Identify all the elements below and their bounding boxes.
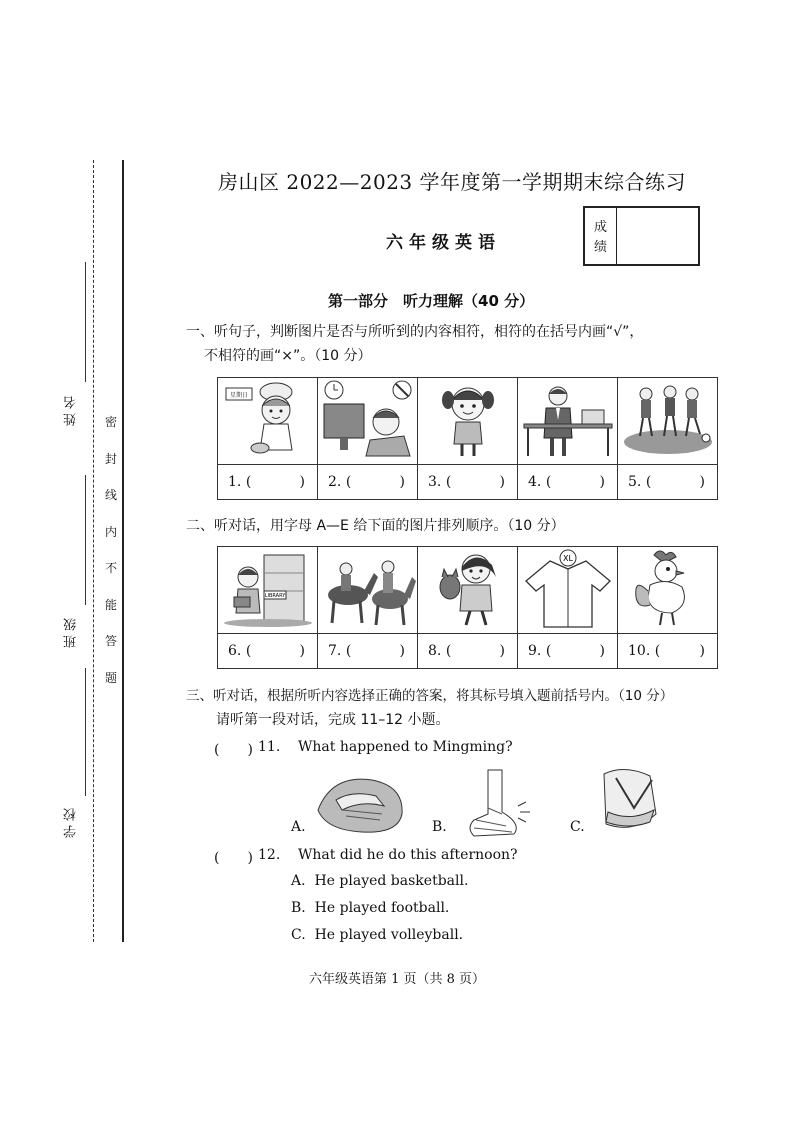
score-box[interactable] bbox=[583, 206, 700, 266]
answer-cell[interactable]: 9. ( ) bbox=[518, 634, 618, 669]
section1-instruction-cont: 不相符的画“×”。（10 分） bbox=[204, 348, 372, 364]
section1-picture-table bbox=[217, 377, 718, 500]
schoolgirl-icon bbox=[420, 378, 516, 460]
school-label: 学校 bbox=[64, 804, 79, 838]
picture-cell bbox=[418, 378, 518, 465]
svg-text:LIBRARY: LIBRARY bbox=[264, 593, 285, 599]
svg-text:星期日: 星期日 bbox=[229, 392, 248, 399]
picture-cell bbox=[618, 547, 718, 634]
seal-char: 题 bbox=[104, 670, 117, 685]
q11-option-b[interactable]: B. bbox=[432, 819, 447, 835]
picture-cell bbox=[418, 547, 518, 634]
arm-sling-icon bbox=[594, 764, 664, 836]
page-title: 房山区 2022—2023 学年度第一学期期末综合练习 bbox=[217, 170, 686, 194]
section2-instruction: 二、听对话，用字母 A—E 给下面的图片排列顺序。（10 分） bbox=[186, 518, 565, 534]
q12-number: 12. bbox=[258, 847, 281, 863]
school-line bbox=[85, 668, 86, 796]
picture-cell bbox=[318, 378, 418, 465]
seal-char: 内 bbox=[104, 524, 117, 539]
answer-cell[interactable]: 8. ( ) bbox=[418, 634, 518, 669]
seal-text bbox=[101, 416, 121, 708]
answer-cell[interactable]: 1. ( ) bbox=[218, 465, 318, 500]
injured-hand-icon bbox=[312, 770, 408, 836]
q12-answer-paren[interactable]: ( ) bbox=[214, 850, 253, 866]
q11-question: What happened to Mingming? bbox=[298, 739, 513, 755]
seal-char: 线 bbox=[104, 488, 117, 502]
answer-cell[interactable]: 7. ( ) bbox=[318, 634, 418, 669]
picture-cell bbox=[218, 547, 318, 634]
seal-char: 能 bbox=[104, 597, 117, 612]
page-footer: 六年级英语第 1 页（共 8 页） bbox=[308, 972, 486, 987]
answer-cell[interactable]: 4. ( ) bbox=[518, 465, 618, 500]
svg-text:XL: XL bbox=[562, 554, 573, 563]
shirt-icon bbox=[520, 547, 616, 629]
answer-cell[interactable]: 10. ( ) bbox=[618, 634, 718, 669]
binding-solid-line bbox=[122, 160, 124, 942]
score-label: 成 绩 bbox=[585, 208, 617, 264]
answer-cell[interactable]: 6. ( ) bbox=[218, 634, 318, 669]
q11-number: 11. bbox=[258, 739, 281, 755]
page-subtitle: 六年级英语 bbox=[386, 233, 501, 253]
name-label: 姓名 bbox=[64, 392, 79, 426]
horse-riding-icon bbox=[320, 547, 416, 629]
class-label: 班级 bbox=[64, 614, 79, 648]
man-desk-icon bbox=[520, 378, 616, 460]
rooster-icon bbox=[620, 547, 716, 629]
boy-computer-icon bbox=[320, 378, 416, 460]
q12-option-a[interactable]: A. He played basketball. bbox=[291, 873, 469, 889]
q11-option-a[interactable]: A. bbox=[291, 819, 306, 835]
picture-cell bbox=[318, 547, 418, 634]
section2-picture-table bbox=[217, 546, 718, 669]
picture-cell bbox=[218, 378, 318, 465]
kids-football-icon bbox=[620, 378, 716, 460]
class-line bbox=[85, 475, 86, 605]
girl-chef-icon bbox=[220, 378, 316, 460]
seal-char: 不 bbox=[104, 561, 117, 575]
q12-option-c[interactable]: C. He played volleyball. bbox=[291, 927, 464, 943]
seal-char: 密 bbox=[104, 415, 117, 429]
girl-library-icon bbox=[220, 547, 316, 629]
section3-sub-instruction: 请听第一段对话，完成 11–12 小题。 bbox=[216, 712, 450, 728]
picture-cell bbox=[518, 547, 618, 634]
q11-option-c[interactable]: C. bbox=[570, 819, 585, 835]
answer-cell[interactable]: 2. ( ) bbox=[318, 465, 418, 500]
girl-cat-icon bbox=[420, 547, 516, 629]
answer-cell[interactable]: 5. ( ) bbox=[618, 465, 718, 500]
picture-cell bbox=[518, 378, 618, 465]
section1-instruction: 一、听句子，判断图片是否与所听到的内容相符，相符的在括号内画“√”， bbox=[186, 324, 644, 340]
answer-cell[interactable]: 3. ( ) bbox=[418, 465, 518, 500]
q11-answer-paren[interactable]: ( ) bbox=[214, 742, 253, 758]
name-line bbox=[85, 262, 86, 382]
q12-option-b[interactable]: B. He played football. bbox=[291, 900, 450, 916]
seal-char: 封 bbox=[104, 451, 117, 466]
q12-question: What did he do this afternoon? bbox=[298, 847, 518, 863]
binding-dashed-line bbox=[93, 160, 94, 942]
seal-char: 答 bbox=[104, 634, 117, 648]
picture-cell bbox=[618, 378, 718, 465]
part-heading: 第一部分 听力理解（40 分） bbox=[328, 292, 535, 310]
section3-instruction: 三、听对话，根据所听内容选择正确的答案，将其标号填入题前括号内。（10 分） bbox=[186, 688, 674, 704]
injured-foot-icon bbox=[462, 768, 532, 842]
